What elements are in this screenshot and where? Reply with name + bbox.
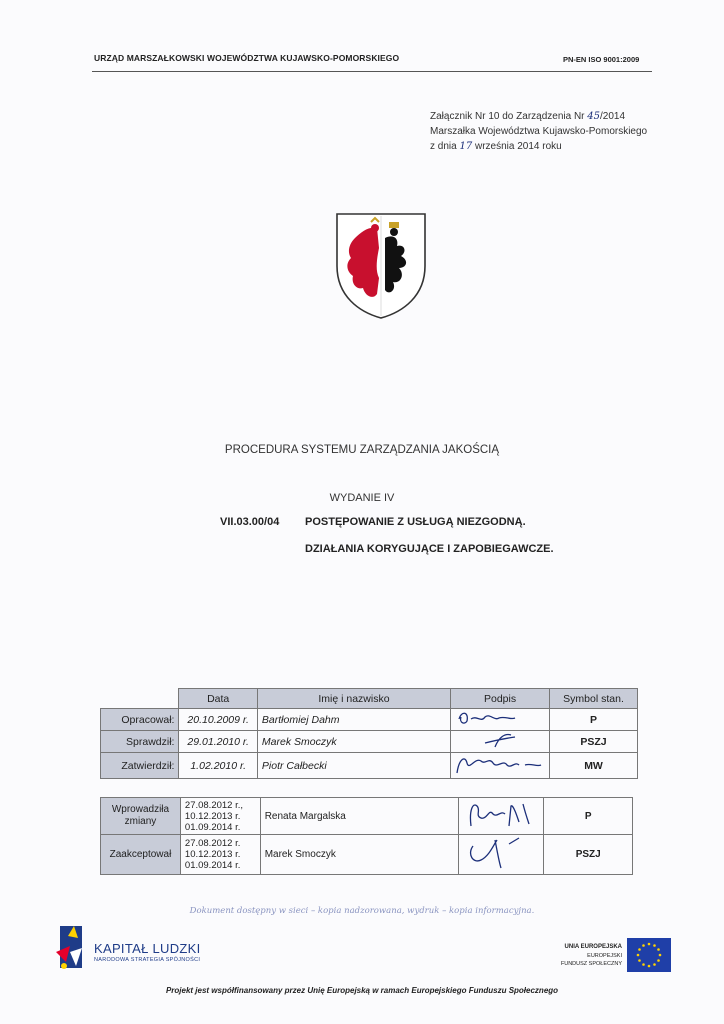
symbol-cell: PSZJ [544,835,633,875]
changes-table [100,797,633,875]
eu-flag-icon [627,938,671,972]
symbol-cell: MW [550,753,638,779]
header-divider [92,71,652,72]
signature-cell [459,798,544,835]
annex-handwritten-number: 45 [587,111,601,122]
table-header-blank [101,689,179,709]
symbol-cell: P [550,709,638,731]
signature-icon [463,800,539,830]
table-header-row [101,689,638,709]
column-header: Data [179,689,257,709]
role-cell: Wprowadziła zmiany [101,798,181,835]
dates-cell: 27.08.2012 r. 10.12.2013 r. 01.09.2014 r. [180,835,260,875]
name-cell: Marek Smoczyk [257,731,450,753]
role-cell: Zaakceptował [101,835,181,875]
signature-icon [455,731,525,749]
signature-icon [463,836,539,870]
header-organization: URZĄD MARSZAŁKOWSKI WOJEWÓDZTWA KUJAWSKO-POMORSKIEGO [94,53,400,63]
name-cell: Renata Margalska [260,798,459,835]
kapital-ludzki-name: KAPITAŁ LUDZKI [94,941,201,956]
name-cell: Bartłomiej Dahm [257,709,450,731]
eu-label-line-1: UNIA EUROPEJSKA [564,944,622,950]
annex-line-1: Załącznik Nr 10 do Zarządzenia Nr 45/2014 [430,111,626,122]
role-cell: Zatwierdził: [101,753,179,779]
column-header: Symbol stan. [550,689,638,709]
table-row [101,753,638,779]
signature-icon [455,709,525,727]
role-cell: Sprawdził: [101,731,179,753]
signature-cell [451,731,550,753]
procedure-code: VII.03.00/04 [220,516,280,528]
table-row [101,709,638,731]
column-header: Podpis [451,689,550,709]
cofinancing-note: Projekt jest współfinansowany przez Unię Europejską w ramach Europejskiego Funduszu Społecznego [165,986,559,995]
eu-label-line-3: FUNDUSZ SPOŁECZNY [560,961,622,967]
procedure-title-line-1: POSTĘPOWANIE Z USŁUGĄ NIEZGODNĄ. [305,516,526,528]
coat-of-arms-icon [331,208,431,322]
name-cell: Marek Smoczyk [260,835,459,875]
date-cell: 29.01.2010 r. [179,731,257,753]
approval-table [100,688,638,779]
symbol-cell: PSZJ [550,731,638,753]
kapital-ludzki-logo-icon [56,922,90,972]
signature-cell [459,835,544,875]
date-cell: 1.02.2010 r. [179,753,257,779]
procedure-heading: PROCEDURA SYSTEMU ZARZĄDZANIA JAKOŚCIĄ [224,444,500,456]
role-cell: Opracował: [101,709,179,731]
annex-note [430,109,647,154]
kapital-ludzki-subtitle: NARODOWA STRATEGIA SPÓJNOŚCI [94,957,201,963]
date-cell: 20.10.2009 r. [179,709,257,731]
eu-label-line-2: EUROPEJSKI [587,953,622,959]
distribution-note: Dokument dostępny w sieci – kopia nadzorowana, wydruk – kopia informacyjna. [189,906,535,916]
procedure-title-line-2: DZIAŁANIA KORYGUJĄCE I ZAPOBIEGAWCZE. [305,543,554,555]
annex-handwritten-day: 17 [459,141,473,152]
dates-cell: 27.08.2012 r., 10.12.2013 r. 01.09.2014 r. [180,798,260,835]
table-row [101,798,633,835]
annex-line-3: z dnia 17 września 2014 roku [430,141,562,152]
table-row [101,835,633,875]
edition-label: WYDANIE IV [329,492,395,504]
annex-line-2: Marszałka Województwa Kujawsko-Pomorskiego [430,126,648,137]
column-header: Imię i nazwisko [257,689,450,709]
signature-cell [451,709,550,731]
signature-cell [451,753,550,779]
table-row [101,731,638,753]
header-standard: PN-EN ISO 9001:2009 [563,55,640,64]
signature-icon [455,753,545,775]
symbol-cell: P [544,798,633,835]
name-cell: Piotr Całbecki [257,753,450,779]
